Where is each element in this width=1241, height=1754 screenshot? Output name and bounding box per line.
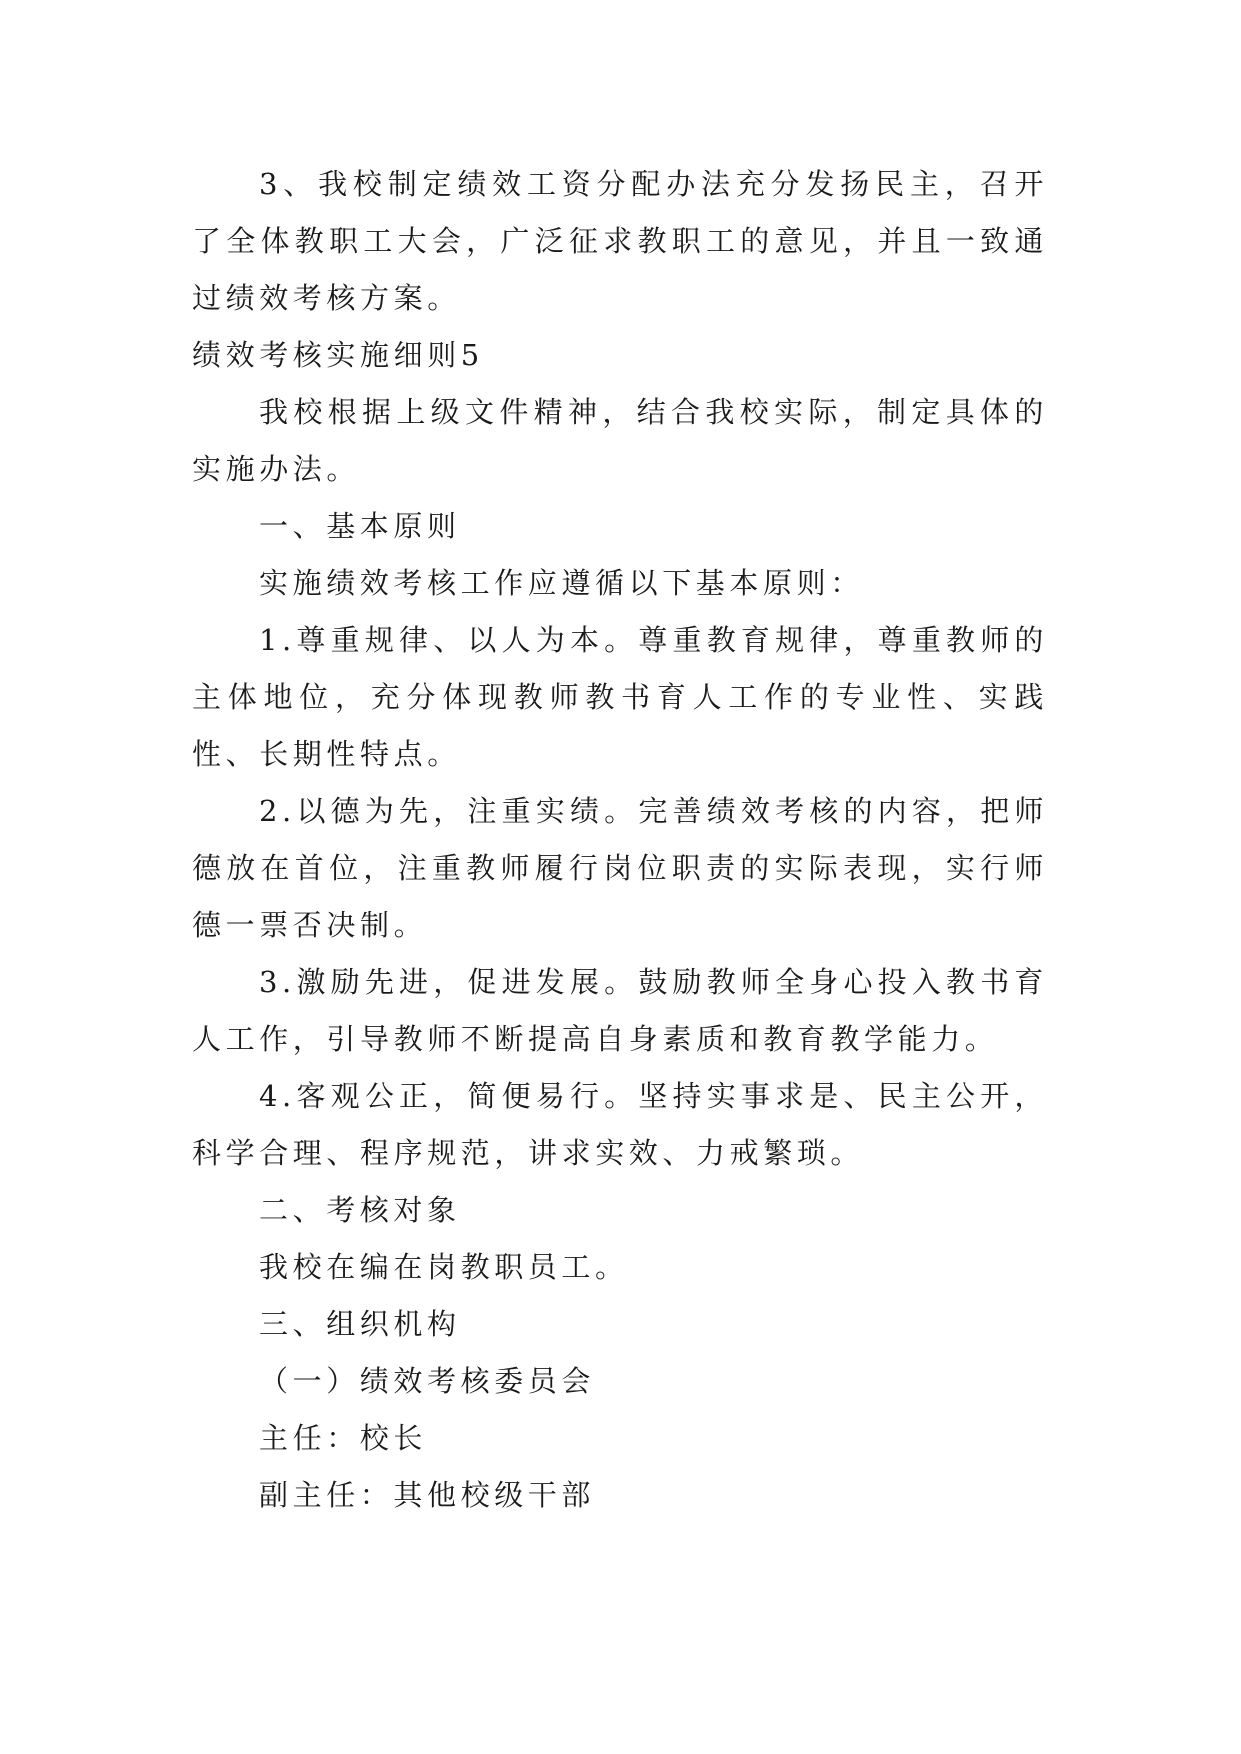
heading-organization: 三、组织机构: [259, 1307, 461, 1341]
section-title: 绩效考核实施细则5: [192, 338, 484, 372]
principles-intro: 实施绩效考核工作应遵循以下基本原则：: [259, 566, 864, 600]
assessment-targets-text: 我校在编在岗教职员工。: [259, 1250, 629, 1284]
intro-paragraph: 我校根据上级文件精神，结合我校实际，制定具体的实施办法。: [192, 395, 1048, 486]
committee-director: 主任：校长: [259, 1421, 428, 1455]
principle-3: 3.激励先进，促进发展。鼓励教师全身心投入教书育人工作，引导教师不断提高自身素质和教育教学能力。: [192, 965, 1048, 1056]
committee-deputy-director: 副主任：其他校级干部: [259, 1478, 596, 1512]
paragraph-point-3: 3、我校制定绩效工资分配办法充分发扬民主，召开了全体教职工大会，广泛征求教职工的意见，并且一致通过绩效考核方案。: [192, 167, 1048, 315]
heading-basic-principles: 一、基本原则: [259, 509, 461, 543]
principle-4: 4.客观公正，简便易行。坚持实事求是、民主公开，科学合理、程序规范，讲求实效、力戒繁琐。: [192, 1079, 1048, 1170]
principle-2: 2.以德为先，注重实绩。完善绩效考核的内容，把师德放在首位，注重教师履行岗位职责的实际表现，实行师德一票否决制。: [192, 794, 1048, 942]
principle-1: 1.尊重规律、以人为本。尊重教育规律，尊重教师的主体地位，充分体现教师教书育人工作的专业性、实践性、长期性特点。: [192, 623, 1048, 771]
subheading-committee: （一）绩效考核委员会: [259, 1364, 596, 1398]
document-page: [192, 156, 1048, 1524]
heading-assessment-targets: 二、考核对象: [259, 1193, 461, 1227]
